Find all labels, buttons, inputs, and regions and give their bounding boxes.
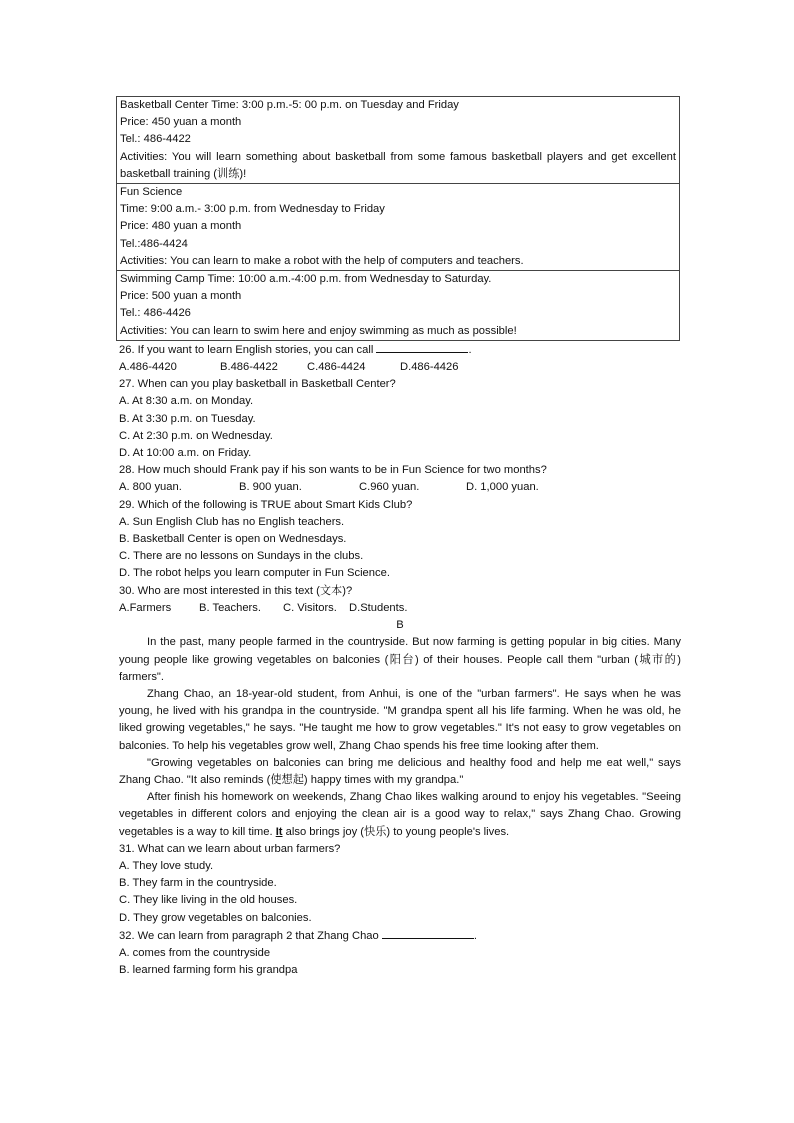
q29-option-d[interactable]: D. The robot helps you learn computer in Fun Science.	[119, 567, 390, 580]
club-info-table	[116, 96, 680, 341]
q31-option-d[interactable]: D. They grow vegetables on balconies.	[119, 911, 312, 924]
basketball-center-cell	[117, 97, 679, 184]
fun-science-activities: Activities: You can learn to make a robot with the help of computers and teachers.	[120, 254, 524, 267]
fun-science-cell	[117, 184, 679, 271]
basketball-price: Price: 450 yuan a month	[120, 116, 242, 129]
q31-option-a[interactable]: A. They love study.	[119, 859, 214, 872]
basketball-time: Basketball Center Time: 3:00 p.m.-5: 00 p.m. on Tuesday and Friday	[120, 99, 459, 111]
swimming-price: Price: 500 yuan a month	[120, 290, 242, 303]
p4-underlined-word: It	[275, 825, 283, 838]
swimming-activities: Activities: You can learn to swim here and enjoy swimming as much as possible!	[120, 324, 517, 337]
passage-paragraph-1: In the past, many people farmed in the countryside. But now farming is getting popular in big cities. Many young people like growing vegetables on balconies (阳台) of their houses. People call them "urban (城市的) farmers".	[119, 636, 681, 683]
q29-option-c[interactable]: C. There are no lessons on Sundays in the clubs.	[119, 550, 364, 563]
q30-option-d[interactable]: D.Students.	[349, 601, 408, 614]
question-31	[119, 841, 681, 927]
q28-option-a[interactable]: A. 800 yuan.	[119, 481, 182, 494]
worksheet-page	[119, 96, 681, 979]
q27-option-a[interactable]: A. At 8:30 a.m. on Monday.	[119, 395, 254, 408]
p4-before: After finish his homework on weekends, Zhang Chao likes walking around to enjoy his vegetables. "Seeing vegetables in different colors and enjoying the clean air is a good way to relax," says Zhang Chao. Growing vegetables is a way to kill time.	[119, 791, 681, 838]
question-26	[119, 341, 681, 376]
q28-option-b[interactable]: B. 900 yuan.	[239, 481, 302, 494]
question-27	[119, 376, 681, 462]
swimming-time: Swimming Camp Time: 10:00 a.m.-4:00 p.m. from Wednesday to Saturday.	[120, 273, 492, 286]
q26-stem: 26. If you want to learn English stories, you can call	[119, 343, 374, 356]
question-30	[119, 583, 681, 617]
q28-option-c[interactable]: C.960 yuan.	[359, 481, 420, 494]
q26-option-d[interactable]: D.486-4426	[400, 361, 459, 374]
q30-stem: 30. Who are most interested in this text (文本)?	[119, 584, 353, 597]
q30-option-a[interactable]: A.Farmers	[119, 601, 172, 614]
section-b-heading: B	[396, 619, 404, 632]
q32-blank[interactable]	[382, 927, 474, 939]
q29-stem: 29. Which of the following is TRUE about Smart Kids Club?	[119, 498, 413, 511]
passage-paragraph-3: "Growing vegetables on balconies can bring me delicious and healthy food and help me eat well," says Zhang Chao. "It also reminds (使想起) happy times with my grandpa."	[119, 756, 681, 786]
question-32	[119, 927, 681, 980]
q32-end: .	[473, 929, 477, 942]
q30-option-b[interactable]: B. Teachers.	[199, 601, 261, 614]
reading-passage	[119, 634, 681, 840]
q26-options	[119, 359, 681, 376]
q32-stem: 32. We can learn from paragraph 2 that Zhang Chao	[119, 929, 379, 942]
q26-option-b[interactable]: B.486-4422	[220, 361, 278, 374]
passage-paragraph-4	[119, 789, 681, 841]
q28-stem: 28. How much should Frank pay if his son wants to be in Fun Science for two months?	[119, 464, 547, 477]
fun-science-title: Fun Science	[120, 186, 183, 199]
q31-stem: 31. What can we learn about urban farmers?	[119, 842, 341, 855]
q26-blank[interactable]	[376, 341, 468, 353]
swimming-tel: Tel.: 486-4426	[120, 307, 191, 320]
q31-option-b[interactable]: B. They farm in the countryside.	[119, 877, 277, 890]
fun-science-price: Price: 480 yuan a month	[120, 220, 242, 233]
q32-option-b[interactable]: B. learned farming form his grandpa	[119, 964, 298, 977]
q26-end: .	[468, 343, 472, 356]
basketball-tel: Tel.: 486-4422	[120, 133, 191, 146]
q28-option-d[interactable]: D. 1,000 yuan.	[466, 481, 539, 494]
passage-paragraph-2: Zhang Chao, an 18-year-old student, from Anhui, is one of the "urban farmers". He says when he was young, he lived with his grandpa in the countryside. "M grandpa spent all his life farming. When he was old, he liked growing vegetables," he says. "He taught me how to grow vegetables." It's not easy to grow vegetables on balconies. To help his vegetables grow well, Zhang Chao spends his free time looking after them.	[119, 687, 681, 752]
q27-option-c[interactable]: C. At 2:30 p.m. on Wednesday.	[119, 429, 273, 442]
q26-option-c[interactable]: C.486-4424	[307, 361, 366, 374]
q29-option-a[interactable]: A. Sun English Club has no English teachers.	[119, 515, 345, 528]
q27-option-b[interactable]: B. At 3:30 p.m. on Tuesday.	[119, 412, 256, 425]
q27-stem: 27. When can you play basketball in Basketball Center?	[119, 378, 396, 391]
q29-option-b[interactable]: B. Basketball Center is open on Wednesdays.	[119, 533, 347, 546]
question-28	[119, 462, 681, 496]
q30-options	[119, 600, 681, 617]
q30-option-c[interactable]: C. Visitors.	[283, 601, 337, 614]
q27-option-d[interactable]: D. At 10:00 a.m. on Friday.	[119, 447, 252, 460]
q28-options	[119, 479, 681, 496]
q26-option-a[interactable]: A.486-4420	[119, 361, 177, 374]
fun-science-tel: Tel.:486-4424	[120, 237, 188, 250]
q32-option-a[interactable]: A. comes from the countryside	[119, 946, 271, 959]
question-29	[119, 497, 681, 583]
p4-after: also brings joy (快乐) to young people's lives.	[285, 825, 510, 838]
swimming-camp-cell	[117, 271, 679, 340]
basketball-activities: Activities: You will learn something about basketball from some famous basketball players and get excellent basketball training (训练)!	[120, 150, 676, 180]
q31-option-c[interactable]: C. They like living in the old houses.	[119, 894, 298, 907]
fun-science-time: Time: 9:00 a.m.- 3:00 p.m. from Wednesday to Friday	[120, 203, 385, 216]
